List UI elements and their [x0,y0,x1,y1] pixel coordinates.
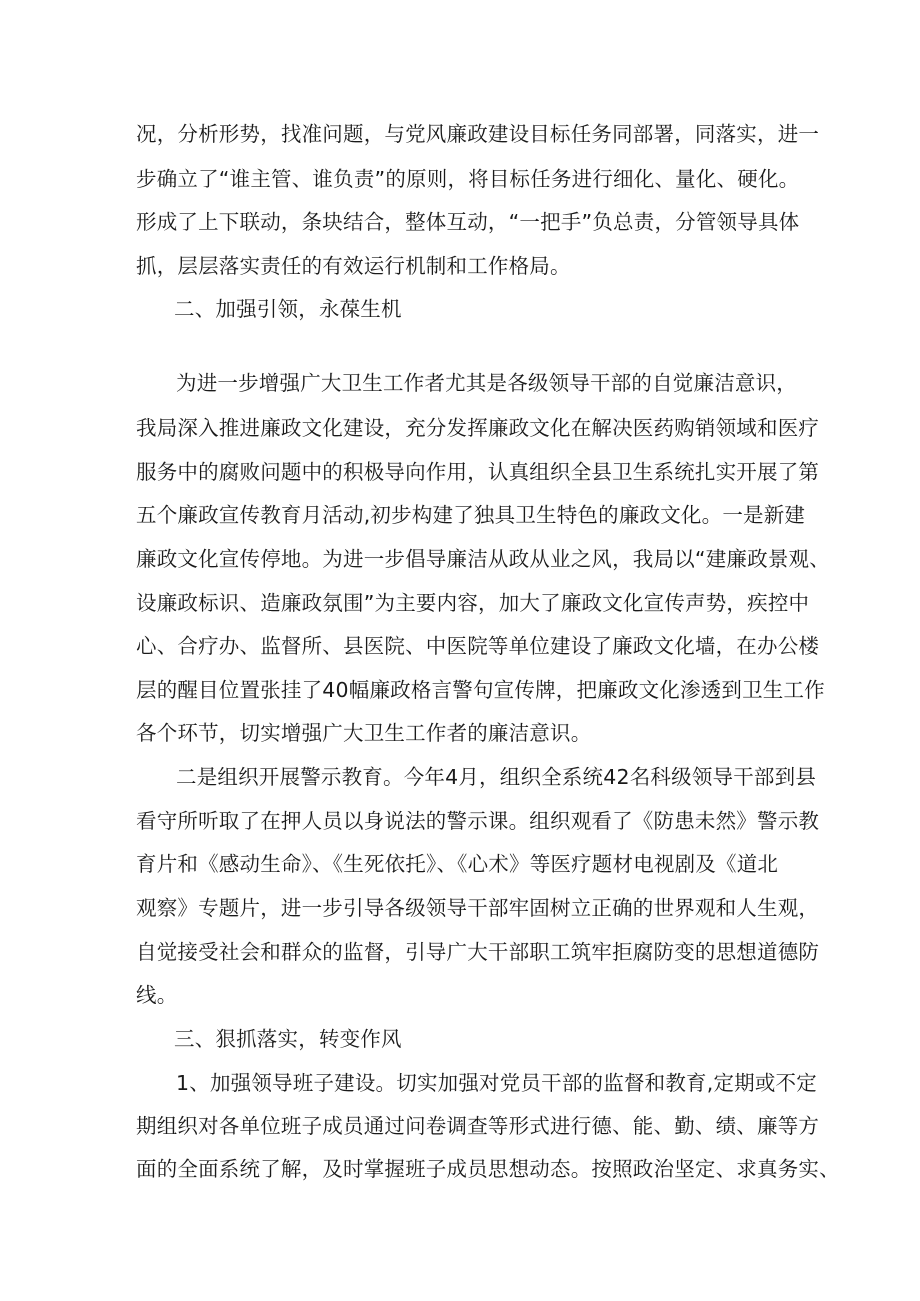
text-line: 看守所听取了在押人员以身说法的警示课。组织观看了《防患未然》警示教 [136,809,820,833]
text-line: 二是组织开展警示教育。今年4月，组织全系统42名科级领导干部到县 [176,765,817,789]
text-line: 心、合疗办、监督所、县医院、中医院等单位建设了廉政文化墙，在办公楼 [136,634,820,658]
text-line: 形成了上下联动，条块结合，整体互动，“一把手”负总责，分管领导具体 [136,210,800,234]
text-line: 况，分析形势，找准问题，与党风廉政建设目标任务同部署，同落实，进一 [136,122,820,146]
text-line: 为进一步增强广大卫生工作者尤其是各级领导干部的自觉廉洁意识， [176,371,797,395]
section-heading: 二、加强引领，永葆生机 [174,297,402,321]
text-line: 育片和《感动生命》、《生死依托》、《心术》等医疗题材电视剧及《道北 [136,852,779,876]
text-line: 我局深入推进廉政文化建设，充分发挥廉政文化在解决医药购销领域和医疗 [136,416,820,440]
text-line: 线。 [136,983,178,1007]
text-line: 各个环节，切实增强广大卫生工作者的廉洁意识。 [136,721,592,745]
text-line: 廉政文化宣传停地。为进一步倡导廉洁从政从业之风，我局以“建廉政景观、 [136,547,830,571]
text-line: 设廉政标识、造廉政氛围”为主要内容，加大了廉政文化宣传声势，疾控中 [136,591,810,615]
section-heading: 三、狠抓落实，转变作风 [174,1027,402,1051]
text-line: 抓，层层落实责任的有效运行机制和工作格局。 [136,254,571,278]
text-line: 五个廉政宣传教育月活动,初步构建了独具卫生特色的廉政文化。一是新建 [136,503,806,527]
text-line: 期组织对各单位班子成员通过问卷调查等形式进行德、能、勤、绩、廉等方 [136,1114,820,1138]
text-line: 层的醒目位置张挂了40幅廉政格言警句宣传牌，把廉政文化渗透到卫生工作 [136,678,825,702]
text-line: 观察》专题片，进一步引导各级领导干部牢固树立正确的世界观和人生观， [136,896,820,920]
text-line: 步确立了“谁主管、谁负责”的原则，将目标任务进行细化、量化、硬化。 [136,167,800,191]
text-line: 服务中的腐败问题中的积极导向作用，认真组织全县卫生系统扎实开展了第 [136,460,820,484]
text-line: 面的全面系统了解，及时掌握班子成员思想动态。按照政治坚定、求真务实、 [136,1157,840,1181]
text-line: 1、加强领导班子建设。切实加强对党员干部的监督和教育,定期或不定 [176,1071,817,1095]
text-line: 自觉接受社会和群众的监督，引导广大干部职工筑牢拒腐防变的思想道德防 [136,940,820,964]
